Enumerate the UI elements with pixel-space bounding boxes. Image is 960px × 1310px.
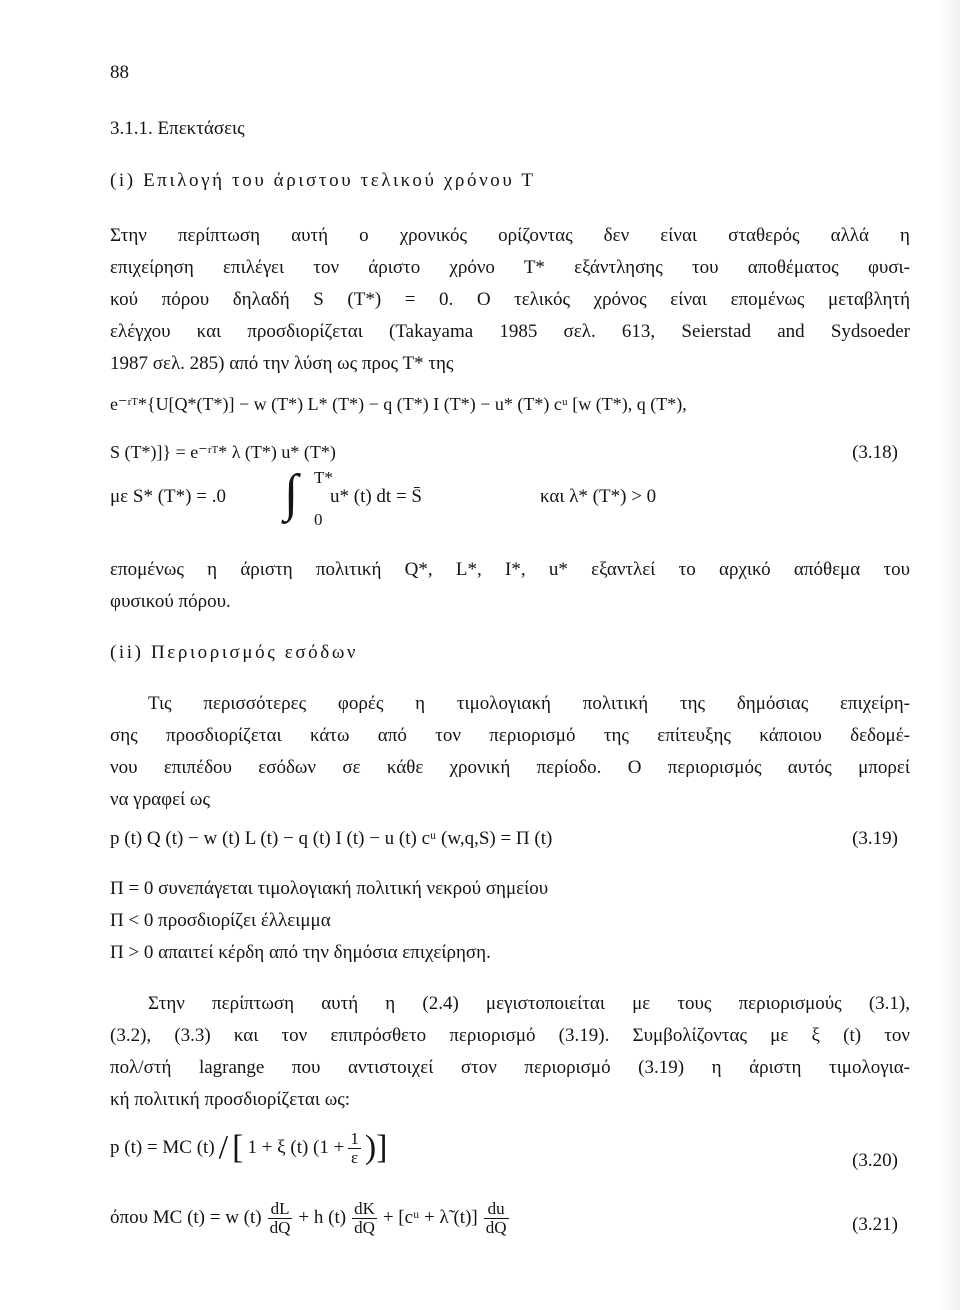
equation-condition: με S* (T*) = .0 <box>110 486 226 507</box>
equation-line: S (T*)]} = e⁻ʳᵀ* λ (T*) u* (T*) <box>110 442 336 462</box>
equation-term: + [cᵘ + λ̃ (t)] <box>382 1206 478 1228</box>
text-line: να γραφεί ως <box>110 789 210 810</box>
equation-lhs: p (t) = MC (t) <box>110 1136 215 1158</box>
bracket-open: [ <box>232 1129 244 1167</box>
condition-item: Π < 0 προσδιορίζει έλλειμμα <box>110 910 331 931</box>
subsection-heading-ii: (ii) Περιορισμός εσόδων <box>110 642 359 663</box>
integral-lower-limit: 0 <box>314 510 323 529</box>
fraction-numerator: dL <box>268 1200 293 1219</box>
equation-lead: όπου MC (t) = w (t) <box>110 1206 262 1228</box>
text-line: φυσικού πόρου. <box>110 591 231 612</box>
page-number: 88 <box>110 62 129 83</box>
division-slash: / <box>218 1129 229 1167</box>
text-line: επιχείρηση επιλέγει τον άριστο χρόνο Τ* εξάντλησης του αποθέματος φυσι- <box>110 257 910 278</box>
equation-body <box>110 1130 388 1167</box>
equation-number: (3.21) <box>852 1214 898 1235</box>
equation-condition: και λ* (T*) > 0 <box>540 486 657 507</box>
fraction-numerator: 1 <box>350 1129 359 1148</box>
paragraph-final-time <box>110 220 910 380</box>
section-title: 3.1.1. Επεκτάσεις <box>110 118 245 139</box>
fraction-numerator: dK <box>354 1199 375 1218</box>
text-line: Τις περισσότερες φορές η τιμολογιακή πολιτική της δημόσιας επιχείρη- <box>148 693 910 714</box>
fraction-denominator: dQ <box>269 1217 291 1237</box>
equation-term: + h (t) <box>298 1206 347 1228</box>
equation-middle: 1 + ξ (t) (1 + <box>247 1136 345 1158</box>
text-line: νου επιπέδου εσόδων σε κάθε χρονική περίοδο. Ο περιορισμός αυτός μπορεί <box>110 757 910 778</box>
text-line: επομένως η άριστη πολιτική Q*, L*, I*, u* εξαντλεί το αρχικό απόθεμα του <box>110 559 910 580</box>
paragraph-revenue-constraint <box>110 688 910 816</box>
text-line: κή πολιτική προσδιορίζεται ως: <box>110 1089 351 1110</box>
text-line: Στην περίπτωση αυτή η (2.4) μεγιστοποιείται με τους περιορισμούς (3.1), <box>148 993 910 1014</box>
integral-upper-limit: T* <box>314 468 333 487</box>
paragraph-lagrange <box>110 988 910 1116</box>
fraction-dk-dq <box>352 1200 377 1237</box>
condition-item: Π = 0 συνεπάγεται τιμολογιακή πολιτική νεκρού σημείου <box>110 878 549 899</box>
equation-number: (3.18) <box>852 442 898 463</box>
fraction-one-over-epsilon <box>348 1130 361 1167</box>
text-line: ελέγχου και προσδιορίζεται (Takayama 1985 σελ. 613, Seierstad and Sydsoeder <box>110 321 910 342</box>
text-line: κού πόρου δηλαδή S (T*) = 0. Ο τελικός χρόνος είναι επομένως μεταβλητή <box>110 289 910 310</box>
equation-body <box>110 1200 509 1237</box>
text-line: σης προσδιορίζεται κάτω από τον περιορισμό της επίτευξης κάποιου δεδομέ- <box>110 725 910 746</box>
equation-body: p (t) Q (t) − w (t) L (t) − q (t) I (t) − u (t) cᵘ (w,q,S) = Π (t) <box>110 828 553 849</box>
fraction-denominator: ε <box>351 1147 359 1167</box>
integral-sign: ∫ <box>284 465 299 522</box>
text-line: 1987 σελ. 285) από την λύση ως προς Τ* της <box>110 353 454 374</box>
bracket-close: )] <box>364 1129 388 1167</box>
fraction-du-dq <box>484 1200 509 1237</box>
page-edge-shadow <box>938 0 960 1310</box>
text-line: (3.2), (3.3) και τον επιπρόσθετο περιορισμό (3.19). Συμβολίζοντας με ξ (t) τον <box>110 1025 910 1046</box>
subsection-heading-i: (i) Επιλογή του άριστου τελικού χρόνου Τ <box>110 170 536 191</box>
equation-number: (3.20) <box>852 1150 898 1171</box>
paragraph-optimal-policy <box>110 554 910 618</box>
fraction-denominator: dQ <box>485 1217 507 1237</box>
fraction-dl-dq <box>268 1200 293 1237</box>
fraction-numerator: du <box>484 1200 509 1219</box>
equation-number: (3.19) <box>852 828 898 849</box>
fraction-denominator: dQ <box>354 1217 375 1237</box>
equation-line: e⁻ʳᵀ*{U[Q*(T*)] − w (T*) L* (T*) − q (T*) I (T*) − u* (T*) cᵘ [w (T*), q (T*), <box>110 394 687 414</box>
text-line: πολ/στή lagrange που αντιστοιχεί στον περιορισμό (3.19) η άριστη τιμολογια- <box>110 1057 910 1078</box>
condition-item: Π > 0 απαιτεί κέρδη από την δημόσια επιχείρηση. <box>110 942 491 963</box>
integral-body: u* (t) dt = S̄ <box>330 486 422 507</box>
text-line: Στην περίπτωση αυτή ο χρονικός ορίζοντας δεν είναι σταθερός αλλά η <box>110 225 910 246</box>
